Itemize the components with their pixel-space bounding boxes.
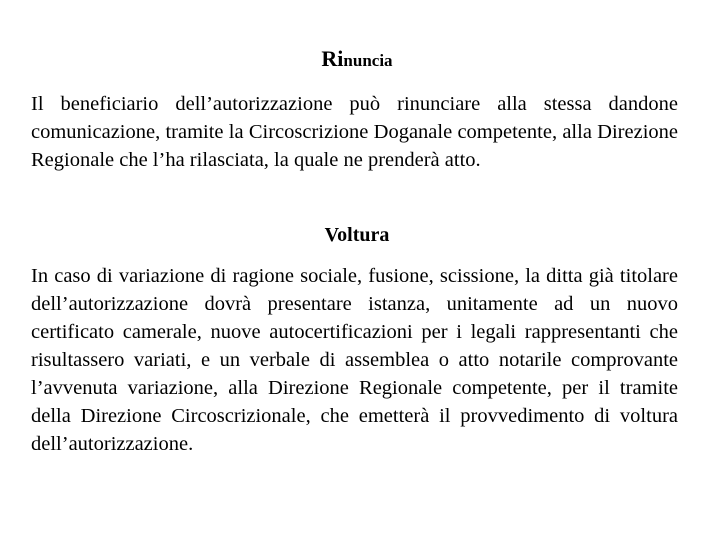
voltura-paragraph: In caso di variazione di ragione sociale, fusione, scissione, la ditta già titolare dell’autorizzazione dovrà presentare istanza, unitamente ad un nuovo certificato camerale, nuove autocertificazioni per i legali rappresentanti che risultassero variati, e un verbale di assemblea o atto notarile comprovante l’avvenuta variazione, alla Direzione Regionale competente, per il tramite della Direzione Circoscrizionale, che emetterà il provvedimento di voltura dell’autorizzazione. <box>31 265 678 455</box>
rinuncia-heading <box>0 47 717 73</box>
rinuncia-heading-initial: Ri <box>321 46 344 71</box>
rinuncia-paragraph: Il beneficiario dell’autorizzazione può rinunciare alla stessa dandone comunicazione, tramite la Circoscrizione Doganale competente, alla Direzione Regionale che l’ha rilasciata, la quale ne prenderà atto. <box>31 93 678 171</box>
voltura-heading: Voltura <box>324 224 390 246</box>
rinuncia-heading-rest: nuncia <box>343 51 393 70</box>
